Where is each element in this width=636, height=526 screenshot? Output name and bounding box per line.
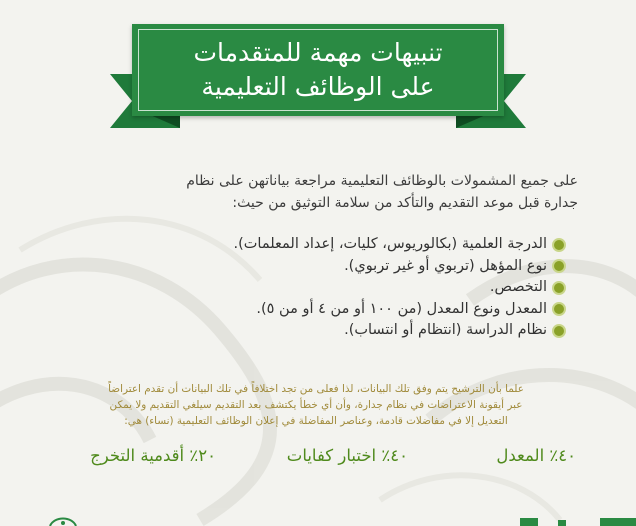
criterion-graduation-seniority: ٢٠٪ أقدمية التخرج xyxy=(90,446,216,465)
list-item-text: نوع المؤهل (تربوي أو غير تربوي). xyxy=(344,257,547,274)
bullet-dot-icon xyxy=(552,324,566,338)
note-line2: عبر أيقونة الاعتراضات في نظام جدارة، وأن أي خطأ يكتشف بعد التقديم سيلغي التقديم ولا يمكن xyxy=(109,399,523,411)
footer-decor xyxy=(558,520,566,526)
bullet-dot-icon xyxy=(552,238,566,252)
footer-decor xyxy=(600,518,636,526)
list-item xyxy=(234,277,567,299)
list-item-text: المعدل ونوع المعدل (من ١٠٠ أو من ٤ أو من ٥). xyxy=(256,300,547,317)
note-line3: التعديل إلا في مفاضلات قادمة، وعناصر المفاضلة في إعلان الوظائف التعليمية (نساء) هي: xyxy=(124,415,508,427)
list-item xyxy=(234,299,567,321)
list-item xyxy=(234,256,567,278)
intro-line2: جدارة قبل موعد التقديم والتأكد من سلامة التوثيق من حيث: xyxy=(232,195,578,211)
criterion-gpa: ٤٠٪ المعدل xyxy=(496,446,576,465)
banner-title-line1: تنبيهات مهمة للمتقدمات xyxy=(193,38,443,67)
list-item-text: نظام الدراسة (انتظام أو انتساب). xyxy=(344,322,547,338)
note-line1: علما بأن الترشيح يتم وفق تلك البيانات، لذا فعلى من تجد اختلافاً في تلك البيانات أن تقدم اعتراضاً xyxy=(108,383,524,395)
list-item xyxy=(234,234,567,256)
logo-partial xyxy=(48,514,78,526)
bullet-dot-icon xyxy=(552,259,566,273)
bullet-dot-icon xyxy=(552,281,566,295)
bullet-dot-icon xyxy=(552,302,566,316)
intro-line1: على جميع المشمولات بالوظائف التعليمية مراجعة بياناتهن على نظام xyxy=(186,173,578,189)
list-item-text: التخصص. xyxy=(489,279,547,295)
intro-paragraph xyxy=(158,170,578,214)
note-paragraph xyxy=(46,381,586,429)
checklist xyxy=(234,234,567,342)
list-item xyxy=(234,320,567,342)
criterion-competency-test: ٤٠٪ اختبار كفايات xyxy=(286,446,408,465)
banner-title-line2: على الوظائف التعليمية xyxy=(201,72,435,101)
selection-criteria xyxy=(46,446,576,476)
list-item-text: الدرجة العلمية (بكالوريوس، كليات، إعداد المعلمات). xyxy=(233,236,547,252)
footer-decor xyxy=(520,518,538,526)
banner-panel xyxy=(132,24,504,116)
title-banner xyxy=(110,18,526,126)
